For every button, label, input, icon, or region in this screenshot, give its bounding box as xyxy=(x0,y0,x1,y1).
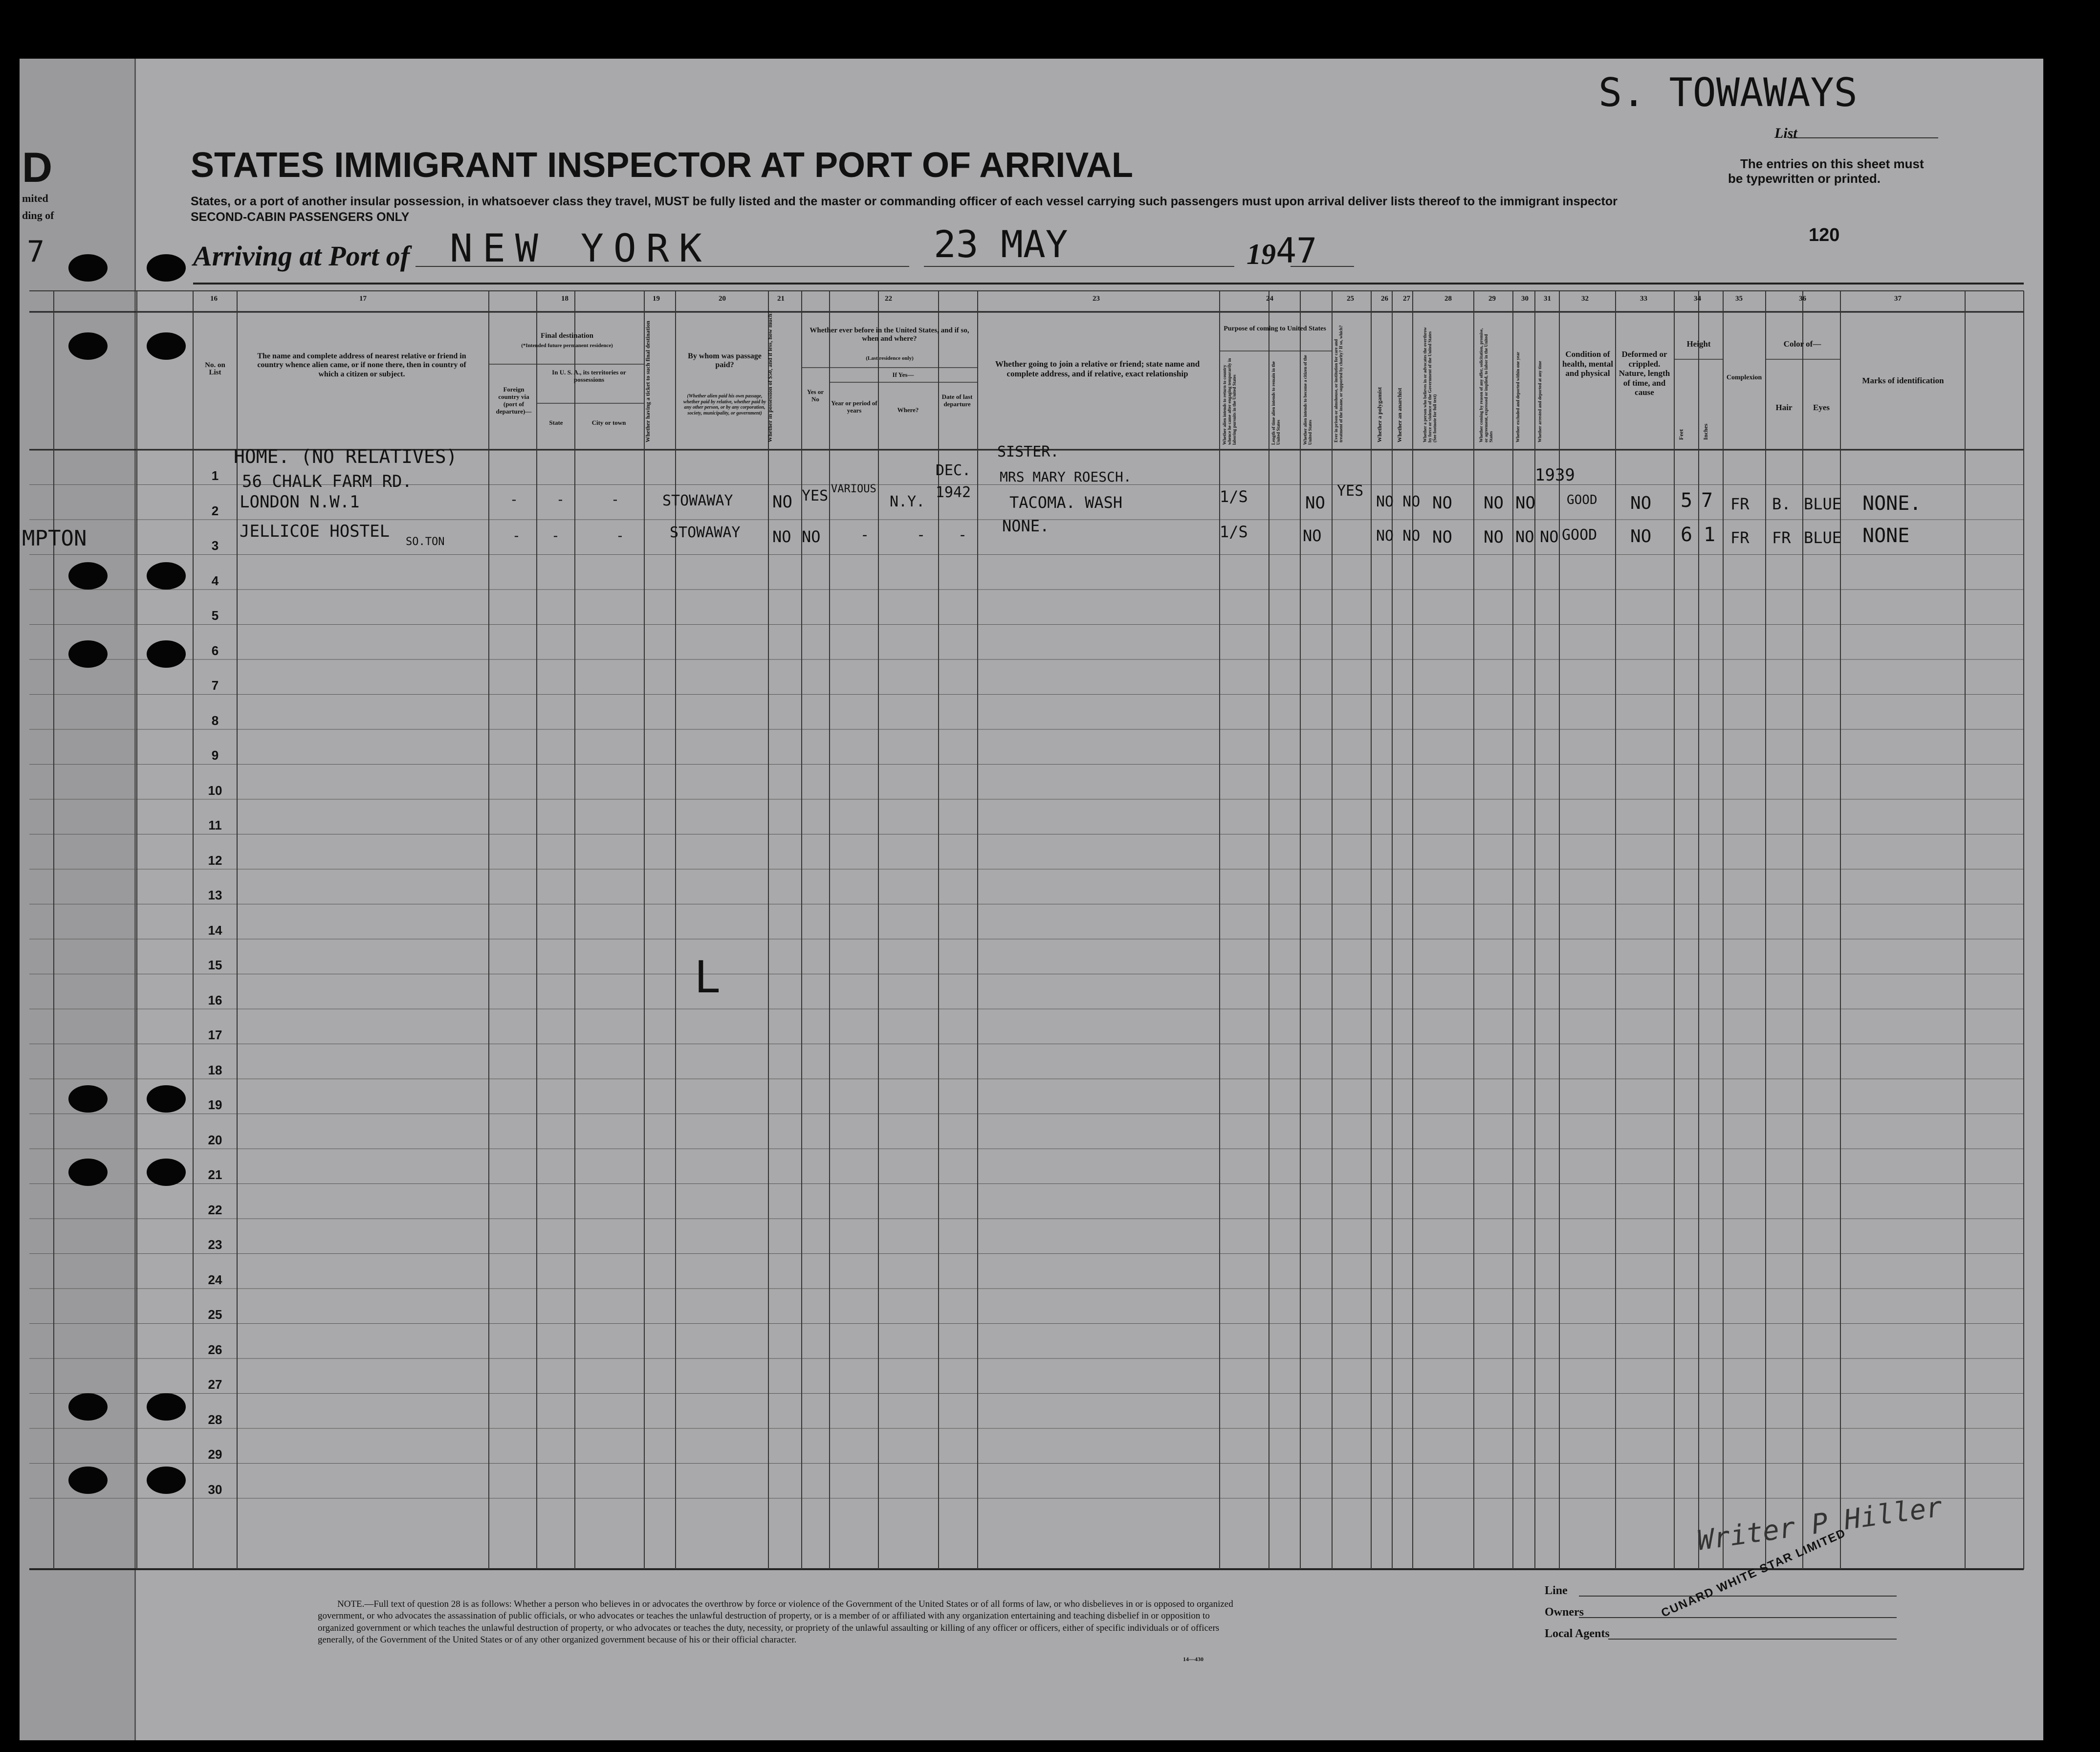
r2-marks: NONE xyxy=(1862,525,1910,547)
r1-complexion: FR xyxy=(1730,495,1750,513)
header-yes-no: Yes or No xyxy=(807,388,824,403)
r2-health: GOOD xyxy=(1562,526,1597,544)
punch-hole xyxy=(68,254,108,282)
header-foreign-country: Foreign country via (port of departure)— xyxy=(496,386,532,415)
col-number-21: 21 xyxy=(777,295,785,303)
row-number: 23 xyxy=(208,1237,222,1252)
r2-city: - xyxy=(616,527,624,544)
row-number: 8 xyxy=(211,713,219,728)
row-number: 7 xyxy=(211,678,219,693)
r1-purpose: 1/S xyxy=(1220,487,1248,506)
year-printed: 19 xyxy=(1247,238,1276,270)
row-number: 17 xyxy=(208,1028,222,1042)
punch-hole xyxy=(68,1393,108,1421)
r2-q31: NO xyxy=(1540,527,1559,546)
col-number-35: 35 xyxy=(1735,295,1743,303)
header-marks: Marks of identification xyxy=(1862,376,1944,385)
row-number: 15 xyxy=(208,958,222,972)
header-deformed: Deformed or crippled. Nature, length of time, and cause xyxy=(1619,350,1670,397)
r2-complexion: FR xyxy=(1730,528,1750,547)
r1-join-line3: TACOMA. WASH xyxy=(1009,493,1123,512)
col-number-28: 28 xyxy=(1444,295,1452,303)
row-number: 5 xyxy=(211,608,219,623)
header-if-yes: If Yes— xyxy=(892,371,914,378)
r1-join-line2: MRS MARY ROESCH. xyxy=(1000,469,1132,485)
header-purpose-c: Whether alien intends to become a citizen of the United States xyxy=(1303,355,1312,445)
r2-q30: NO xyxy=(1515,527,1534,546)
r2-relative-line1: JELLICOE HOSTEL xyxy=(240,522,390,541)
punch-hole xyxy=(147,1085,186,1113)
r1-relative-line3: LONDON N.W.1 xyxy=(240,492,360,512)
row-number: 13 xyxy=(208,888,222,902)
header-city-town: City or town xyxy=(591,419,626,426)
r1-deformed: NO xyxy=(1630,493,1652,513)
stray-mark: L xyxy=(694,952,721,1003)
col-number-34: 34 xyxy=(1694,295,1701,303)
header-purpose: Purpose of coming to United States xyxy=(1224,325,1326,332)
owners-label: Owners xyxy=(1545,1606,1584,1619)
row-number: 28 xyxy=(208,1412,222,1427)
header-color-of: Color of— xyxy=(1783,339,1821,349)
col-number-20: 20 xyxy=(719,295,726,303)
row-number: 6 xyxy=(211,643,219,658)
left-fragment-2: ding of xyxy=(22,209,54,221)
header-fifty-dollars: Whether in possession of $50, and if less, how much? xyxy=(766,310,773,442)
footnote-q28: NOTE.—Full text of question 28 is as follows: Whether a person who believes in or advocates the overthrow by force or violence of the Government of the United States or of all forms of law, or who disbelieves in or is opposed to organized government, or who advocates the assassination of public officials, or who advocates or teaches the unlawful destruction of property, or is a member of or affiliated with any organization entertaining and teaching disbelief in or opposition to organized government or which teaches the unlawful destruction of property, or who advocates or teaches the duty, necessity, or propriety of the unlawful assaulting or killing of any officer or officers, either of specific individuals or of officers generally, of the Government of the United States or of any other organized government because of his or their official character. xyxy=(318,1599,1233,1645)
sheet-number: 120 xyxy=(1809,225,1840,245)
row-number: 14 xyxy=(208,922,222,938)
header-prison: Ever in prison or almshouse, or institution for care and treatment of the insane, or supported by charity? If so, which? xyxy=(1334,325,1343,442)
header-no-on-list: No. on List xyxy=(205,361,225,376)
r1-years: VARIOUS xyxy=(831,483,876,495)
row-number: 18 xyxy=(208,1062,222,1077)
col-number-30: 30 xyxy=(1521,295,1529,303)
col-number-24: 24 xyxy=(1266,295,1273,303)
col-number-22: 22 xyxy=(885,295,892,303)
list-handwritten: S. TOWAWAYS xyxy=(1598,70,1858,115)
entries-note-2: be typewritten or printed. xyxy=(1728,171,1881,186)
r2-join-line1: NONE. xyxy=(1002,517,1050,535)
header-year-period: Year or period of years xyxy=(831,399,877,414)
row-number: 27 xyxy=(208,1377,222,1392)
r1-q30: NO xyxy=(1515,493,1535,513)
r1-eyes: BLUE xyxy=(1804,495,1842,513)
r1-where: N.Y. xyxy=(890,493,925,510)
r2-hair: FR xyxy=(1772,528,1791,547)
header-final-destination-sub: (*Intended future permanent residence) xyxy=(521,343,613,349)
row-number: 25 xyxy=(208,1307,222,1322)
r1-health: GOOD xyxy=(1567,493,1597,507)
header-feet: Feet xyxy=(1678,429,1684,440)
r1-q29: NO xyxy=(1484,493,1504,513)
r2-prison: NO xyxy=(1303,526,1322,545)
r1-q31: 1939 xyxy=(1535,465,1575,485)
entries-note-1: The entries on this sheet must xyxy=(1740,156,1924,171)
left-fragment-1: mited xyxy=(22,192,48,204)
row-number: 3 xyxy=(211,538,219,553)
r2-paid-by: STOWAWAY xyxy=(670,524,741,541)
r1-q28: NO xyxy=(1432,493,1452,513)
r1-anarchist: NO NO xyxy=(1376,493,1421,510)
row-number: 2 xyxy=(211,503,219,518)
r1-foreign: - xyxy=(510,491,518,507)
r2-q29: NO xyxy=(1484,527,1504,547)
header-ticket: Whether having a ticket to such final destination xyxy=(644,321,651,442)
punch-hole xyxy=(147,640,186,668)
left-side-note: MPTON xyxy=(22,526,87,551)
header-complexion: Complexion xyxy=(1726,374,1762,381)
row-number: 1 xyxy=(211,468,219,483)
header-q28: Whether a person who believes in or advocates the overthrow by force or violence of the Government of the United States (See footnote for full text) xyxy=(1422,327,1437,442)
r1-before-us: YES xyxy=(802,487,829,504)
r2-departure: - xyxy=(958,526,967,544)
punch-hole xyxy=(147,1393,186,1421)
header-eyes: Eyes xyxy=(1813,403,1830,412)
col-number-25: 25 xyxy=(1347,295,1354,303)
header-hair: Hair xyxy=(1775,403,1793,412)
r1-hair: B. xyxy=(1772,495,1791,513)
row-number: 10 xyxy=(208,783,222,798)
header-join-relative: Whether going to join a relative or friend; state name and complete address, and if relative, exact relationship xyxy=(995,359,1200,378)
header-height: Height xyxy=(1686,339,1711,349)
r2-state: - xyxy=(551,527,560,544)
row-number: 20 xyxy=(208,1132,222,1147)
r1-paid-by: STOWAWAY xyxy=(662,492,733,509)
col-number-31: 31 xyxy=(1544,295,1551,303)
r2-eyes: BLUE xyxy=(1804,528,1842,547)
r2-foreign: - xyxy=(512,527,521,544)
r2-q28: NO xyxy=(1432,527,1452,547)
r2-where: - xyxy=(917,526,926,544)
row-number: 30 xyxy=(208,1482,222,1497)
local-agents-label: Local Agents xyxy=(1545,1627,1610,1640)
header-nearest-relative: The name and complete address of nearest relative or friend in country whence alien came, or if none there, then in country of which a citizen or subject. xyxy=(257,352,466,378)
form-number: 14—430 xyxy=(1183,1656,1203,1663)
row-number: 26 xyxy=(208,1342,222,1357)
r1-relative-line1: HOME. (NO RELATIVES) xyxy=(234,446,458,467)
row-number: 29 xyxy=(208,1447,222,1462)
row-number: 4 xyxy=(211,573,219,588)
r1-departure: DEC. 1942 xyxy=(935,462,971,501)
header-ever-before-sub: (Last residence only) xyxy=(866,355,914,361)
row-number: 9 xyxy=(211,748,219,763)
punch-hole xyxy=(68,332,108,360)
punch-hole xyxy=(147,562,186,590)
agent-stamp: CUNARD WHITE STAR LIMITED xyxy=(1659,1526,1848,1620)
line-label: Line xyxy=(1545,1584,1568,1597)
header-purpose-a: Whether alien intends to return to country whence he came after engaging temporarily in laboring pursuits in the United States xyxy=(1222,358,1237,445)
arriving-label: Arriving at Port of xyxy=(193,240,410,272)
punch-hole xyxy=(68,640,108,668)
header-anarchist: Whether an anarchist xyxy=(1396,388,1403,442)
header-state: State xyxy=(549,419,563,426)
row-number: 21 xyxy=(208,1167,222,1182)
form-title: STATES IMMIGRANT INSPECTOR AT PORT OF ARRIVAL xyxy=(191,146,1133,185)
punch-hole xyxy=(147,1467,186,1494)
port-value: NEW YORK xyxy=(450,227,712,271)
r2-before-us: NO xyxy=(802,527,821,546)
r1-polygamist: YES xyxy=(1337,482,1364,500)
header-ever-before: Whether ever before in the United States, and if so, when and where? xyxy=(809,327,969,343)
col-number-19: 19 xyxy=(653,295,660,303)
r1-money: NO xyxy=(772,492,792,512)
col-number-37: 37 xyxy=(1894,295,1902,303)
r2-deformed: NO xyxy=(1630,526,1652,547)
r1-relative-line2: 56 CHALK FARM RD. xyxy=(242,472,412,491)
header-purpose-b: Length of time alien intends to remain in the United States xyxy=(1271,361,1281,445)
col-number-36: 36 xyxy=(1799,295,1806,303)
date-value: 23 MAY xyxy=(934,222,1068,266)
r2-money: NO xyxy=(772,527,791,546)
col-number-17: 17 xyxy=(359,295,367,303)
header-passage-paid: By whom was passage paid? xyxy=(688,352,762,370)
r2-purpose: 1/S xyxy=(1220,523,1248,541)
row-number: 19 xyxy=(208,1097,222,1112)
header-passage-paid-sub: (Whether alien paid his own passage, whether paid by relative, whether paid by any other person, or by any corporation, society, municipality, or government) xyxy=(683,394,766,416)
r1-join-line1: SISTER. xyxy=(997,443,1059,460)
header-q31: Whether arrested and deported at any time xyxy=(1537,361,1542,442)
r1-prison: NO xyxy=(1305,493,1325,513)
signature: Writer P Hiller xyxy=(1695,1491,1945,1557)
col-number-26: 26 xyxy=(1381,295,1388,303)
list-label: List xyxy=(1774,125,1797,141)
header-q29: Whether coming by reason of any offer, solicitation, promise, or agreement, expressed or implied, to labor in the United States xyxy=(1479,328,1493,442)
r1-state: - xyxy=(556,491,565,507)
header-where: Where? xyxy=(897,406,919,414)
row-number: 11 xyxy=(208,818,222,832)
punch-hole xyxy=(147,1159,186,1186)
form-subtitle-2: SECOND-CABIN PASSENGERS ONLY xyxy=(191,210,410,224)
punch-hole xyxy=(68,562,108,590)
header-date-departure: Date of last departure xyxy=(941,393,973,408)
r1-marks: NONE. xyxy=(1862,492,1922,515)
row-number: 12 xyxy=(208,853,222,868)
row-number: 16 xyxy=(208,992,222,1007)
header-final-destination: Final destination xyxy=(541,332,593,340)
r1-city: - xyxy=(611,491,619,507)
year-handwritten: 47 xyxy=(1276,231,1317,271)
r2-feet: 6 xyxy=(1681,524,1693,546)
punch-hole xyxy=(68,1085,108,1113)
r1-feet: 5 xyxy=(1681,489,1693,512)
r2-inches: 1 xyxy=(1704,524,1716,546)
col-number-27: 27 xyxy=(1403,295,1410,303)
col-number-23: 23 xyxy=(1093,295,1100,303)
header-health: Condition of health, mental and physical xyxy=(1562,350,1613,378)
col-number-33: 33 xyxy=(1640,295,1647,303)
r2-anarchist: NO NO xyxy=(1376,527,1421,545)
r1-inches: 7 xyxy=(1701,489,1713,512)
row-number: 22 xyxy=(208,1202,222,1217)
col-number-32: 32 xyxy=(1581,295,1589,303)
col-number-18: 18 xyxy=(561,295,569,303)
header-polygamist: Whether a polygamist xyxy=(1376,387,1383,442)
col-number-16: 16 xyxy=(210,295,218,303)
r2-years: - xyxy=(860,526,870,544)
punch-hole xyxy=(147,332,186,360)
left-fragment-3: 7 xyxy=(27,235,45,269)
left-fragment-d: D xyxy=(22,144,53,191)
header-inches: Inches xyxy=(1702,423,1709,440)
punch-hole xyxy=(147,254,186,282)
header-in-usa: In U. S. A., its territories or possessions xyxy=(552,369,626,383)
form-subtitle: States, or a port of another insular possession, in whatsoever class they travel, MUST be fully listed and the master or commanding officer of each vessel carrying such passengers must upon arrival deliver lists thereof to the immigrant inspector xyxy=(191,195,1618,208)
col-number-29: 29 xyxy=(1488,295,1496,303)
r2-relative-line2: SO.TON xyxy=(406,536,445,548)
punch-hole xyxy=(68,1159,108,1186)
row-number: 24 xyxy=(208,1272,222,1287)
punch-hole xyxy=(68,1467,108,1494)
header-q30: Whether excluded and deported within one year xyxy=(1515,351,1520,442)
